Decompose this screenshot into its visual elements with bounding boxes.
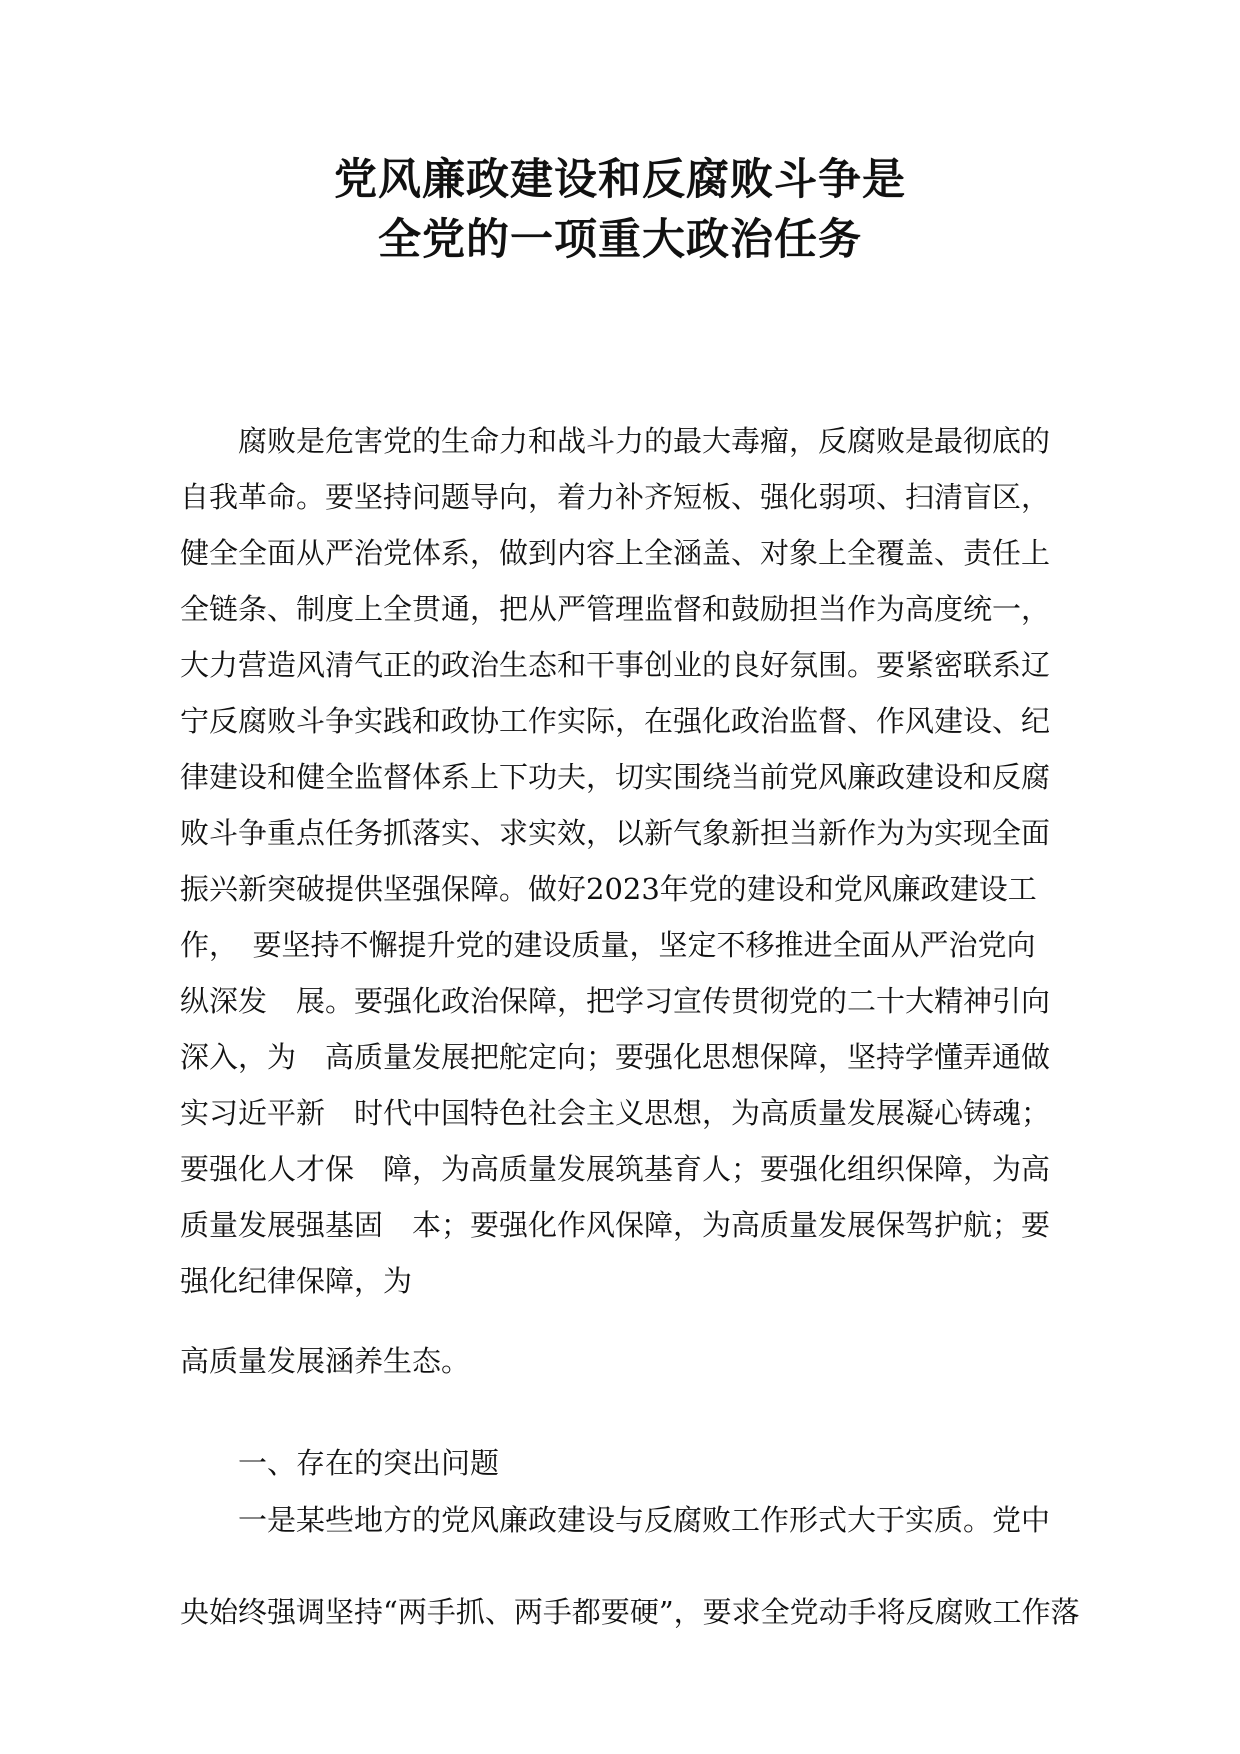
body-line: 强化纪律保障，为: [180, 1264, 413, 1298]
body-line: 质量发展强基固 本；要强化作风保障，为高质量发展保驾护航；要: [180, 1208, 1051, 1242]
body-line: 要强化人才保 障，为高质量发展筑基育人；要强化组织保障，为高: [180, 1152, 1051, 1186]
document-title-line-2: 全党的一项重大政治任务: [378, 215, 862, 265]
body-line: 纵深发 展。要强化政治保障，把学习宣传贯彻党的二十大精神引向: [180, 984, 1051, 1018]
issue-paragraph-line-2: 央始终强调坚持“两手抓、两手都要硬”，要求全党动手将反腐败工作落: [180, 1595, 1080, 1629]
body-line: 腐败是危害党的生命力和战斗力的最大毒瘤，反腐败是最彻底的: [180, 424, 1051, 458]
body-line: 律建设和健全监督体系上下功夫，切实围绕当前党风廉政建设和反腐: [180, 760, 1051, 794]
body-line: 健全全面从严治党体系，做到内容上全涵盖、对象上全覆盖、责任上: [180, 536, 1051, 570]
body-line: 振兴新突破提供坚强保障。做好2023年党的建设和党风廉政建设工: [180, 872, 1037, 906]
body-line: 实习近平新 时代中国特色社会主义思想，为高质量发展凝心铸魂；: [180, 1096, 1051, 1130]
section-heading: 一、存在的突出问题: [180, 1446, 500, 1480]
body-line-tail: 高质量发展涵养生态。: [180, 1344, 471, 1378]
body-line: 深入，为 高质量发展把舵定向；要强化思想保障，坚持学懂弄通做: [180, 1040, 1051, 1074]
document-title-line-1: 党风廉政建设和反腐败斗争是: [334, 155, 906, 205]
body-line: 大力营造风清气正的政治生态和干事创业的良好氛围。要紧密联系辽: [180, 648, 1051, 682]
body-line: 败斗争重点任务抓落实、求实效，以新气象新担当新作为为实现全面: [180, 816, 1051, 850]
body-line: 自我革命。要坚持问题导向，着力补齐短板、强化弱项、扫清盲区，: [180, 480, 1051, 514]
issue-paragraph-line-1: 一是某些地方的党风廉政建设与反腐败工作形式大于实质。党中: [180, 1503, 1051, 1537]
body-line: 全链条、制度上全贯通，把从严管理监督和鼓励担当作为高度统一，: [180, 592, 1051, 626]
body-line: 作， 要坚持不懈提升党的建设质量，坚定不移推进全面从严治党向: [180, 928, 1036, 962]
body-line: 宁反腐败斗争实践和政协工作实际，在强化政治监督、作风建设、纪: [180, 704, 1051, 738]
